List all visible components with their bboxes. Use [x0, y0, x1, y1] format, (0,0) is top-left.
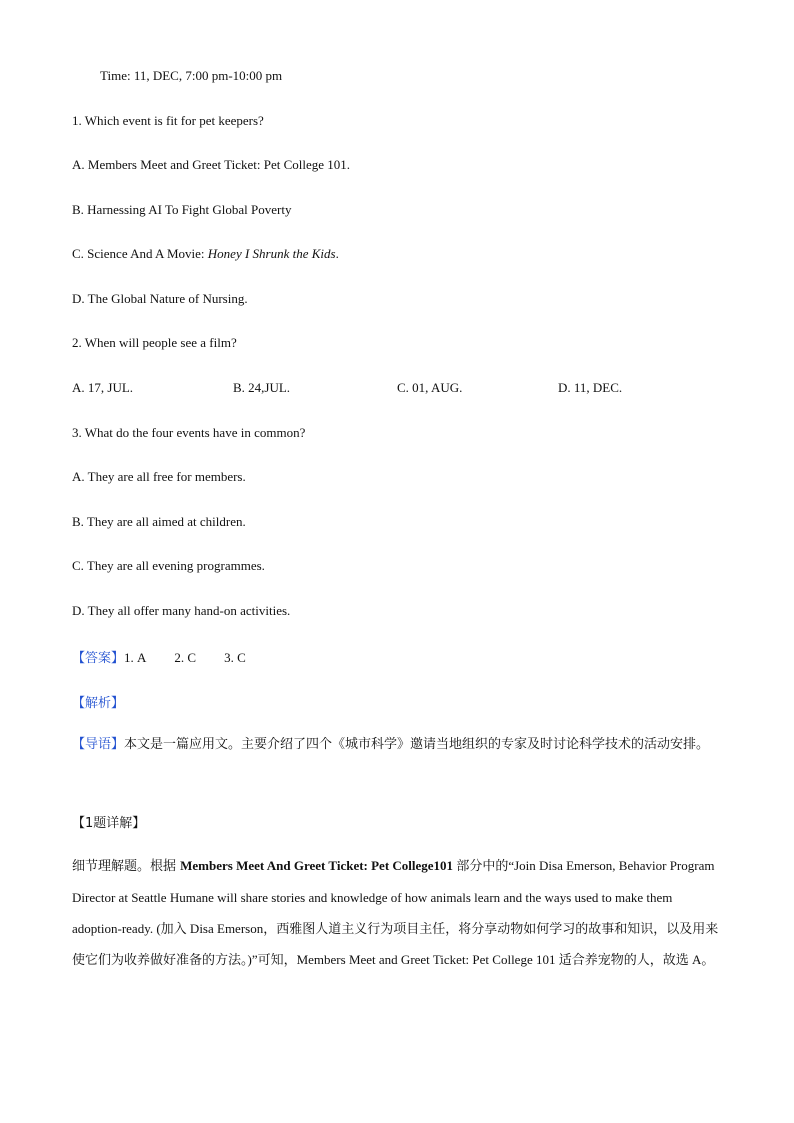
- answer-label: 【答案】: [72, 651, 125, 666]
- detail-label: 【1题详解】: [72, 816, 146, 831]
- intro-paragraph: [72, 729, 722, 760]
- q1-option-c: [72, 246, 339, 262]
- q1-option-a: A. Members Meet and Greet Ticket: Pet College 101.: [72, 157, 351, 172]
- q2-option-a: A. 17, JUL.: [72, 380, 134, 395]
- q1-option-c-prefix: C. Science And A Movie:: [72, 246, 208, 261]
- detail-text-rest: 部分中的“Join Disa Emerson, Behavior Program Director at Seattle Humane will share stories and knowledge of how animals learn and the ways used to make them adoption-ready. (加入 Disa Emerson，西雅图人道主义行为项目主任，将分享动物如何学习的故事和知识，以及用来使它们为收养做好准备的方法。)”可知，Members Meet and Greet Ticket: Pet College 101 适合养宠物的人，故选 A。: [72, 858, 719, 967]
- question-3: 3. What do the four events have in common?: [72, 425, 306, 440]
- answer-line: [72, 647, 246, 666]
- event-time: Time: 11, DEC, 7:00 pm-10:00 pm: [100, 68, 283, 83]
- question-2: 2. When will people see a film?: [72, 335, 237, 350]
- q3-option-c: C. They are all evening programmes.: [72, 558, 265, 573]
- q3-option-d: D. They all offer many hand-on activities.: [72, 603, 291, 618]
- question-1: 1. Which event is fit for pet keepers?: [72, 113, 264, 128]
- q3-option-a: A. They are all free for members.: [72, 469, 246, 484]
- event-title-bold: Members Meet And Greet Ticket: Pet College101: [180, 858, 454, 873]
- movie-title: Honey I Shrunk the Kids: [207, 246, 336, 261]
- answer-2: 2. C: [174, 650, 197, 665]
- analysis-label: 【解析】: [72, 696, 125, 711]
- q1-option-c-suffix: .: [335, 246, 339, 261]
- q1-option-d: D. The Global Nature of Nursing.: [72, 291, 248, 306]
- q2-option-b: B. 24,JUL.: [233, 380, 291, 395]
- q1-option-b: B. Harnessing AI To Fight Global Poverty: [72, 202, 292, 217]
- q2-option-c: C. 01, AUG.: [397, 380, 463, 395]
- q2-option-d: D. 11, DEC.: [558, 380, 623, 395]
- intro-label: 【导语】: [72, 737, 125, 752]
- detail-paragraph: [72, 850, 722, 975]
- intro-text: 本文是一篇应用文。主要介绍了四个《城市科学》邀请当地组织的专家及时讨论科学技术的活动安排。: [124, 737, 710, 752]
- q3-option-b: B. They are all aimed at children.: [72, 514, 246, 529]
- answer-3: 3. C: [224, 650, 246, 665]
- answer-1: 1. A: [124, 650, 147, 665]
- detail-text-start: 细节理解题。根据: [72, 859, 181, 874]
